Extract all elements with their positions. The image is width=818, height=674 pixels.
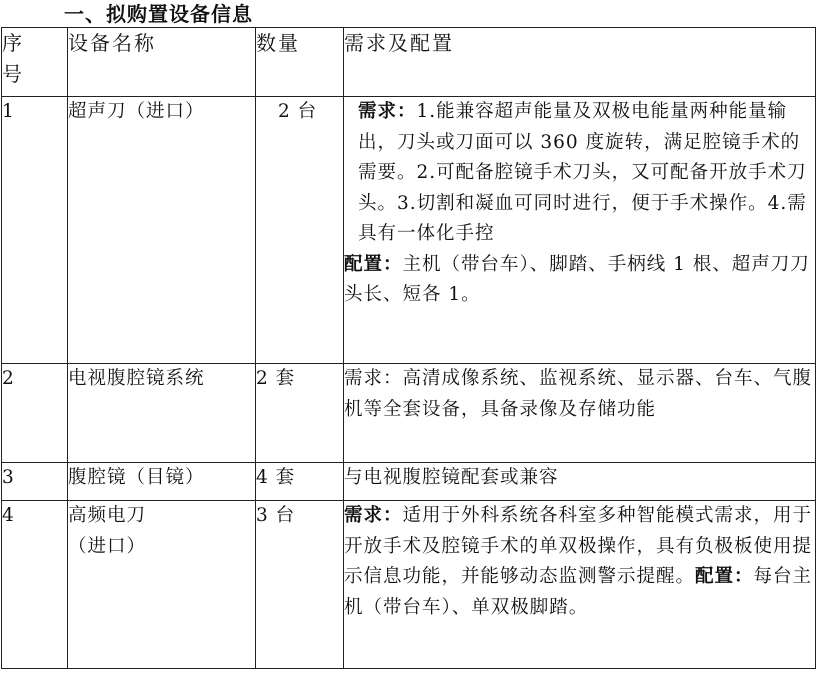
row-name: 腹腔镜（目镜） [68, 463, 256, 501]
table-row [2, 501, 816, 669]
row-name [68, 501, 256, 669]
table-header-row [2, 28, 816, 97]
row-qty: 2 台 [256, 97, 344, 364]
cfg-text: 每台主机（带台车）、单双极脚踏。 [344, 566, 813, 618]
table-row [2, 97, 816, 364]
row-qty: 3 台 [256, 501, 344, 669]
row-name-line2: （进口） [68, 535, 147, 557]
row-qty: 2 套 [256, 364, 344, 463]
header-no-line1: 序 [2, 31, 24, 55]
req-label: 需求： [344, 505, 403, 526]
row-req: 与电视腹腔镜配套或兼容 [344, 463, 816, 501]
req-label: 需求： [358, 101, 417, 122]
table-row [2, 364, 816, 463]
header-qty: 数量 [256, 28, 344, 97]
row-no: 1 [2, 97, 68, 364]
row-name: 超声刀（进口） [68, 97, 256, 364]
req-text: 1.能兼容超声能量及双极电能量两种能量输出，刀头或刀面可以 360 度旋转，满足腔镜手术的需要。2.可配备腔镜手术刀头，又可配备开放手术刀头。3.切割和凝血可同时进行，便于手术操作。4.需具有一体化手控 [358, 101, 807, 244]
cfg-text: 主机（带台车）、脚踏、手柄线 1 根、超声刀刀头长、短各 1。 [344, 253, 810, 305]
row-req [344, 501, 816, 669]
cfg-label: 配置： [344, 253, 403, 275]
table-row [2, 463, 816, 501]
row-no: 4 [2, 501, 68, 669]
row-name-line1: 高频电刀 [68, 505, 147, 526]
row-req: 需求：高清成像系统、监视系统、显示器、台车、气腹机等全套设备，具备录像及存储功能 [344, 364, 816, 463]
section-title: 一、拟购置设备信息 [64, 2, 253, 26]
header-name: 设备名称 [68, 28, 256, 97]
row-no: 2 [2, 364, 68, 463]
row-name: 电视腹腔镜系统 [68, 364, 256, 463]
req-text: 适用于外科系统各科室多种智能模式需求，用于开放手术及腔镜手术的单双极操作，具有负极板使用提示信息功能，并能够动态监测警示提醒。 [344, 505, 813, 587]
row-req [344, 97, 816, 364]
header-no-line2: 号 [2, 61, 24, 86]
equipment-table [1, 27, 816, 669]
row-no: 3 [2, 463, 68, 501]
header-req: 需求及配置 [344, 28, 816, 97]
cfg-label: 配置： [695, 566, 754, 587]
header-no [2, 28, 68, 97]
row-qty: 4 套 [256, 463, 344, 501]
